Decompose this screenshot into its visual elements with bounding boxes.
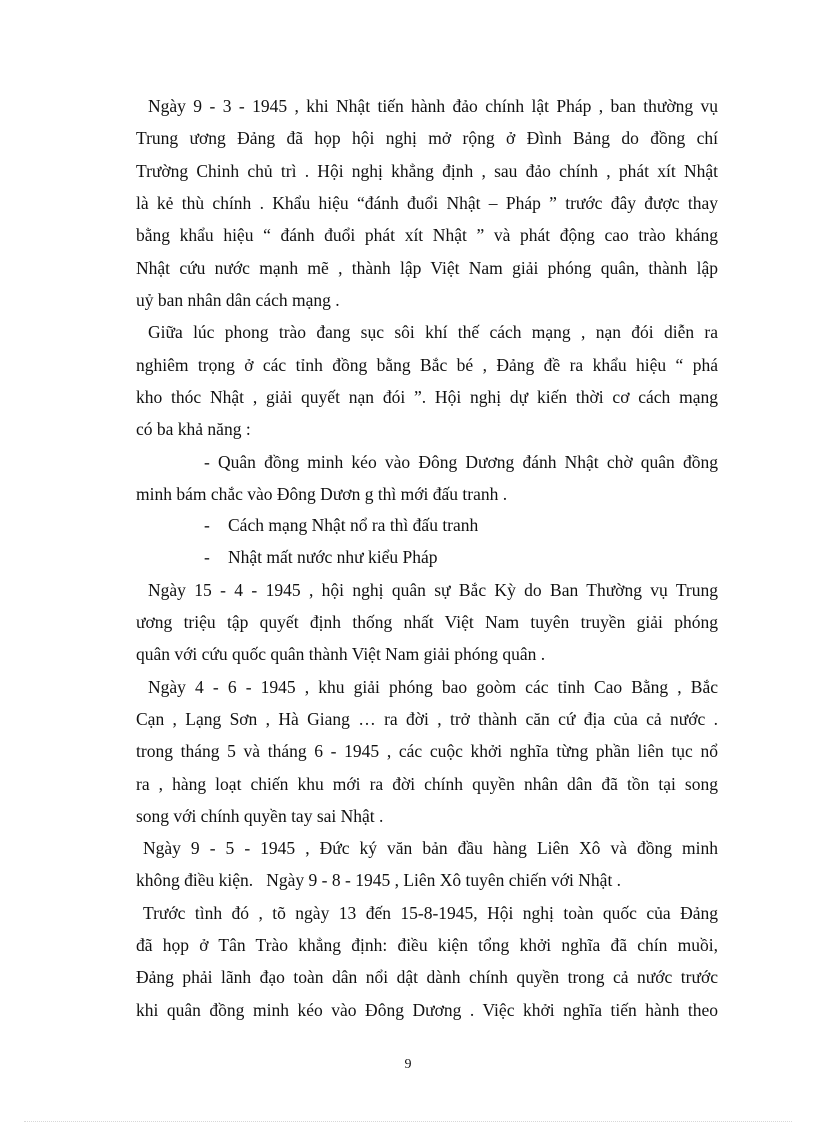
text-line: bằng khẩu hiệu “ đánh đuổi phát xít Nhật ” và phát động cao trào kháng <box>136 225 718 245</box>
text-line: Giữa lúc phong trào đang sục sôi khí thế cách mạng , nạn đói diễn ra <box>148 322 718 342</box>
text-line: Trường Chinh chủ trì . Hội nghị khẳng định , sau đảo chính , phát xít Nhật <box>136 161 718 181</box>
text-line: là kẻ thù chính . Khẩu hiệu “đánh đuổi Nhật – Pháp ” trước đây được thay <box>136 193 718 213</box>
text-line: Ngày 9 - 5 - 1945 , Đức ký văn bản đầu hàng Liên Xô và đồng minh <box>143 838 718 858</box>
text-line: Ngày 9 - 3 - 1945 , khi Nhật tiến hành đảo chính lật Pháp , ban thường vụ <box>148 96 718 116</box>
list-item: Cách mạng Nhật nổ ra thì đấu tranh <box>228 515 479 535</box>
text-line: Ngày 4 - 6 - 1945 , khu giải phóng bao goòm các tỉnh Cao Bằng , Bắc <box>148 677 718 697</box>
dash-bullet: - <box>204 515 210 535</box>
text-line: uỷ ban nhân dân cách mạng . <box>136 290 340 310</box>
text-line: Nhật cứu nước mạnh mẽ , thành lập Việt Nam giải phóng quân, thành lập <box>136 258 718 278</box>
text-line: Trung ương Đảng đã họp hội nghị mở rộng ở Đình Bảng do đồng chí <box>136 128 718 148</box>
text-line: kho thóc Nhật , giải quyết nạn đói ”. Hội nghị dự kiến thời cơ cách mạng <box>136 387 718 407</box>
text-line: ương triệu tập quyết định thống nhất Việt Nam tuyên truyền giải phóng <box>136 612 718 632</box>
text-line: Trước tình đó , tõ ngày 13 đến 15-8-1945, Hội nghị toàn quốc của Đảng <box>143 903 718 923</box>
text-line: Đảng phải lãnh đạo toàn dân nổi dật dành chính quyền trong cả nước trước <box>136 967 718 987</box>
text-line: minh bám chắc vào Đông Dươn g thì mới đấu tranh . <box>136 484 508 504</box>
text-line: ra , hàng loạt chiến khu mới ra đời chính quyền nhân dân đã tồn tại song <box>136 774 718 794</box>
text-line: Ngày 15 - 4 - 1945 , hội nghị quân sự Bắc Kỳ do Ban Thường vụ Trung <box>148 580 718 600</box>
dash-bullet: - <box>204 547 210 567</box>
text-line: khi quân đồng minh kéo vào Đông Dương . Việc khởi nghĩa tiến hành theo <box>136 1000 718 1020</box>
text-line: quân với cứu quốc quân thành Việt Nam giải phóng quân . <box>136 644 546 664</box>
text-line: - Quân đồng minh kéo vào Đông Dương đánh Nhật chờ quân đồng <box>204 452 718 472</box>
text-line: nghiêm trọng ở các tỉnh đồng bằng Bắc bé , Đảng đề ra khẩu hiệu “ phá <box>136 355 718 375</box>
page-number: 9 <box>404 1057 412 1072</box>
text-line: song với chính quyền tay sai Nhật . <box>136 806 384 826</box>
text-line: trong tháng 5 và tháng 6 - 1945 , các cuộc khởi nghĩa từng phần liên tục nổ <box>136 741 718 761</box>
text-line: Cạn , Lạng Sơn , Hà Giang … ra đời , trở thành căn cứ địa của cả nước . <box>136 709 718 729</box>
text-line: đã họp ở Tân Trào khẳng định: điều kiện tổng khởi nghĩa đã chín muồi, <box>136 935 718 955</box>
text-line: không điều kiện. Ngày 9 - 8 - 1945 , Liên Xô tuyên chiến với Nhật . <box>136 870 622 890</box>
list-item: Nhật mất nước như kiểu Pháp <box>228 547 438 567</box>
page-edge-rule <box>24 1121 792 1122</box>
text-line: có ba khả năng : <box>136 419 251 439</box>
